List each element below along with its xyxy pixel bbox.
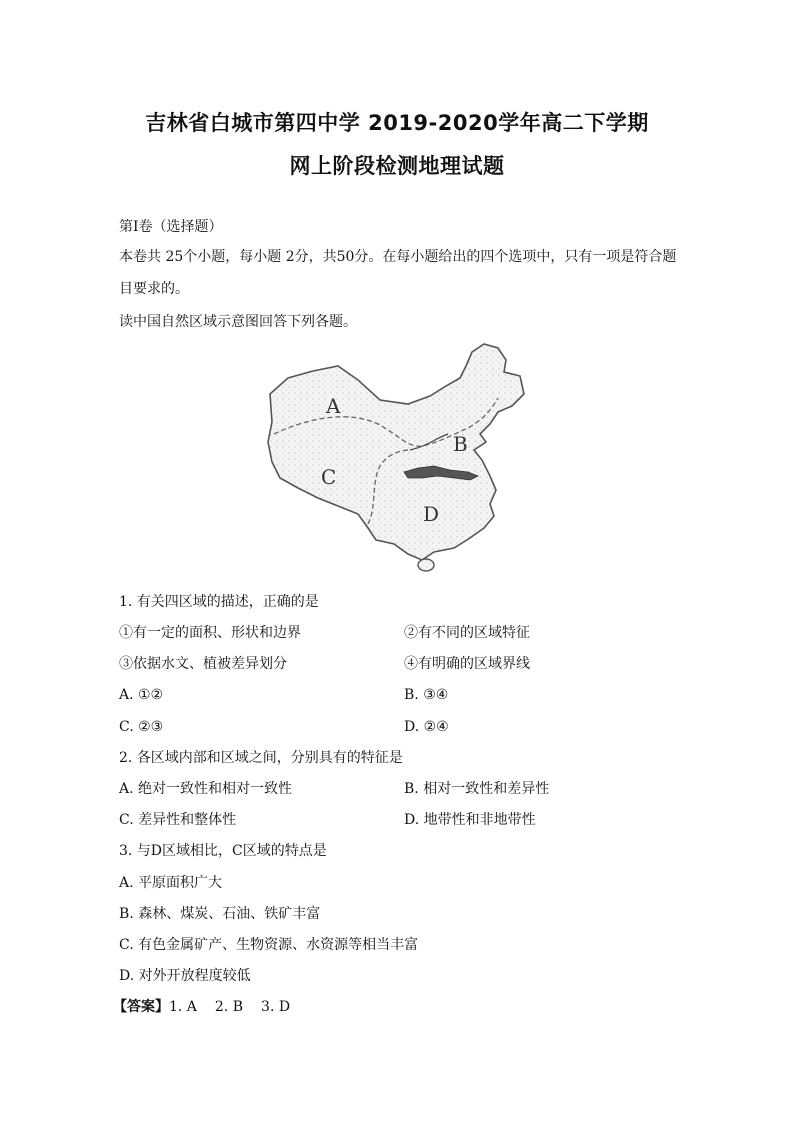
question-2-option-b: B. 相对一致性和差异性 [404, 781, 550, 797]
question-3-option-b: B. 森林、煤炭、石油、铁矿丰富 [119, 906, 321, 922]
china-natural-regions-map [258, 338, 528, 578]
map-label-b: B [453, 432, 468, 456]
question-1-option-d: D. ②④ [404, 719, 449, 735]
question-1-statement-4: ④有明确的区域界线 [404, 656, 530, 672]
question-3-stem: 3. 与D区域相比，C区域的特点是 [119, 843, 327, 859]
map-label-d: D [423, 502, 440, 526]
answer-item-3: 3. D [261, 999, 291, 1015]
question-2-option-d: D. 地带性和非地带性 [404, 812, 536, 828]
question-3-option-a: A. 平原面积广大 [119, 875, 223, 891]
hainan-island [418, 559, 434, 571]
question-2-option-c: C. 差异性和整体性 [119, 812, 237, 828]
document-title-line2: 网上阶段检测地理试题 [289, 154, 505, 178]
question-1-statement-2: ②有不同的区域特征 [404, 625, 530, 641]
map-label-c: C [321, 465, 337, 489]
china-outline [268, 344, 524, 560]
section-instructions-line1: 本卷共 25个小题，每小题 2分，共50分。在每小题给出的四个选项中，只有一项是符合题 [119, 249, 677, 265]
question-1-option-c: C. ②③ [119, 719, 164, 735]
question-1-stem: 1. 有关四区域的描述，正确的是 [119, 594, 319, 610]
map-svg [258, 338, 528, 578]
question-3-option-c: C. 有色金属矿产、生物资源、水资源等相当丰富 [119, 937, 419, 953]
question-1-option-b: B. ③④ [404, 687, 449, 703]
document-title-line1: 吉林省白城市第四中学 2019-2020学年高二下学期 [145, 111, 649, 135]
answer-line [113, 998, 290, 1016]
answer-item-2: 2. B [214, 999, 244, 1015]
group-intro: 读中国自然区域示意图回答下列各题。 [119, 314, 357, 330]
map-label-a: A [326, 394, 341, 418]
question-1-statement-3: ③依据水文、植被差异划分 [119, 656, 287, 672]
question-2-option-a: A. 绝对一致性和相对一致性 [119, 781, 293, 797]
question-3-option-d: D. 对外开放程度较低 [119, 968, 251, 984]
section-instructions-line2: 目要求的。 [119, 281, 189, 297]
question-1-statement-1: ①有一定的面积、形状和边界 [119, 625, 301, 641]
answer-label: 【答案】 [113, 999, 169, 1015]
answer-item-1: 1. A [169, 999, 197, 1015]
section-name: 第Ⅰ卷（选择题） [119, 219, 223, 235]
question-2-stem: 2. 各区域内部和区域之间，分别具有的特征是 [119, 750, 403, 766]
question-1-option-a: A. ①② [119, 687, 164, 703]
